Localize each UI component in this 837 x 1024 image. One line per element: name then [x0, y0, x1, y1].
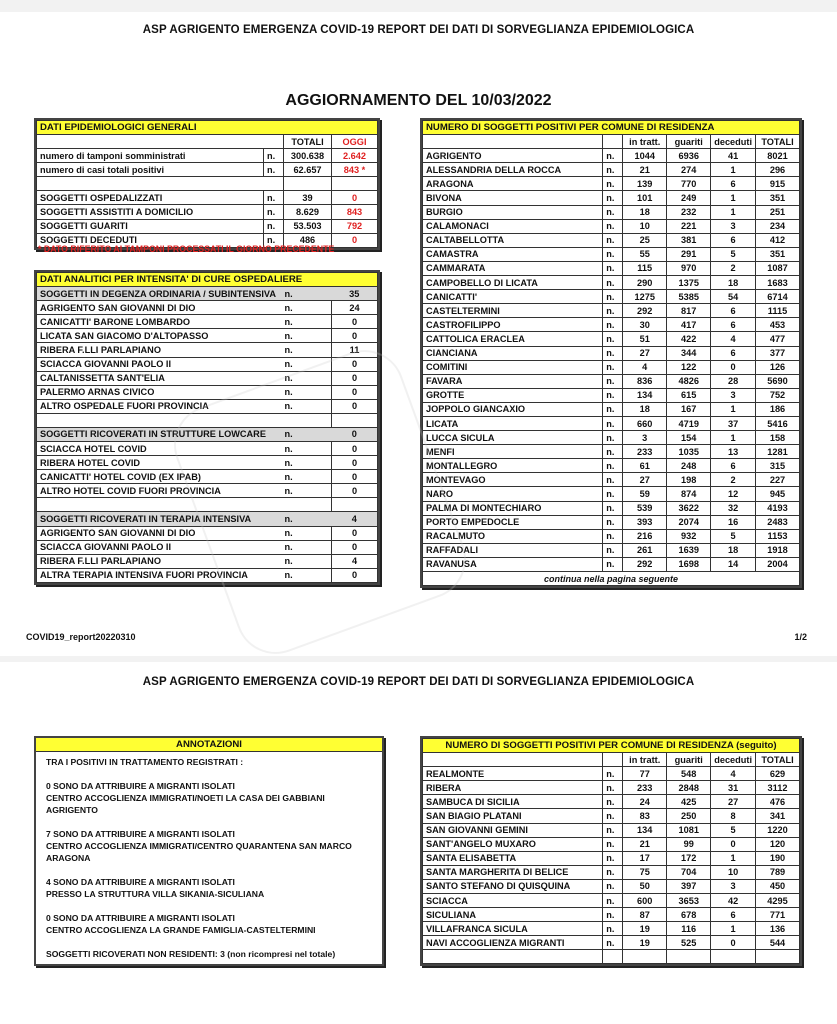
comune-row: RAVANUSA n. 292 1698 14 2004 [423, 557, 800, 571]
comune-row: NAVI ACCOGLIENZA MIGRANTI n. 19 525 0 544 [423, 936, 800, 950]
comune-row: ARAGONA n. 139 770 6 915 [423, 177, 800, 191]
comuni-title: NUMERO DI SOGGETTI POSITIVI PER COMUNE DI RESIDENZA [423, 121, 800, 135]
section-lowcare: SOGGETTI RICOVERATI IN STRUTTURE LOWCARE n. 0 [37, 427, 378, 441]
comune-name: BIVONA [423, 191, 603, 205]
comune-row: SCIACCA n. 600 3653 42 4295 [423, 894, 800, 908]
comune-name: RAFFADALI [423, 543, 603, 557]
hospital-row: RIBERA F.LLI PARLAPIANO n. 11 [37, 343, 378, 357]
report-page-2 [0, 662, 837, 1024]
comuni-table [420, 118, 802, 588]
comuni-continued-table [420, 736, 802, 966]
comune-row: RAFFADALI n. 261 1639 18 1918 [423, 543, 800, 557]
comune-row: SANTA ELISABETTA n. 17 172 1 190 [423, 851, 800, 865]
hospital-data-title: DATI ANALITICI PER INTENSITA' DI CURE OSPEDALIERE [37, 273, 378, 287]
comune-name: CAMASTRA [423, 247, 603, 261]
comune-row: SANTO STEFANO DI QUISQUINA n. 50 397 3 450 [423, 879, 800, 893]
hospital-row: PALERMO ARNAS CIVICO n. 0 [37, 385, 378, 399]
general-row: SOGGETTI DECEDUTI n. 486 0 [37, 233, 378, 247]
comune-row: PALMA DI MONTECHIARO n. 539 3622 32 4193 [423, 501, 800, 515]
col-oggi: OGGI [332, 135, 378, 149]
general-footnote: * DATO RIFERITO AI TAMPONI PROCESSATI IL GIORNO PRECEDENTE [38, 244, 335, 254]
section-ordinary: SOGGETTI IN DEGENZA ORDINARIA / SUBINTENSIVA n. 35 [37, 287, 378, 301]
comune-name: COMITINI [423, 360, 603, 374]
comune-row: CASTELTERMINI n. 292 817 6 1115 [423, 304, 800, 318]
comune-row: SANT'ANGELO MUXARO n. 21 99 0 120 [423, 837, 800, 851]
comune-name: MONTALLEGRO [423, 459, 603, 473]
annotation-item: 0 SONO DA ATTRIBUIRE A MIGRANTI ISOLATI CENTRO ACCOGLIENZA IMMIGRATI/NOETI LA CASA DEI GABBIANI AGRIGENTO [46, 781, 325, 815]
comune-name: CIANCIANA [423, 346, 603, 360]
comune-name: VILLAFRANCA SICULA [423, 922, 603, 936]
comune-row: BURGIO n. 18 232 1 251 [423, 205, 800, 219]
hospital-row: SCIACCA GIOVANNI PAOLO II n. 0 [37, 357, 378, 371]
comune-row: CASTROFILIPPO n. 30 417 6 453 [423, 318, 800, 332]
comune-row: VILLAFRANCA SICULA n. 19 116 1 136 [423, 922, 800, 936]
general-row: numero di tamponi somministrati n. 300.638 2.642 [37, 149, 378, 163]
comune-row: FAVARA n. 836 4826 28 5690 [423, 374, 800, 388]
comune-row: REALMONTE n. 77 548 4 629 [423, 767, 800, 781]
comune-name: FAVARA [423, 374, 603, 388]
comune-name: SANTA MARGHERITA DI BELICE [423, 865, 603, 879]
comune-row: SAN BIAGIO PLATANI n. 83 250 8 341 [423, 809, 800, 823]
comune-name: SANT'ANGELO MUXARO [423, 837, 603, 851]
col-totali: TOTALI [284, 135, 332, 149]
hospital-row: AGRIGENTO SAN GIOVANNI DI DIO n. 24 [37, 301, 378, 315]
hospital-row: CANICATTI' HOTEL COVID (EX IPAB) n. 0 [37, 470, 378, 484]
comune-row: GROTTE n. 134 615 3 752 [423, 388, 800, 402]
comune-row: CAMMARATA n. 115 970 2 1087 [423, 261, 800, 275]
comune-row: SANTA MARGHERITA DI BELICE n. 75 704 10 789 [423, 865, 800, 879]
comune-row: LICATA n. 660 4719 37 5416 [423, 416, 800, 430]
comune-name: CASTELTERMINI [423, 304, 603, 318]
comune-row: CIANCIANA n. 27 344 6 377 [423, 346, 800, 360]
comune-name: SANTA ELISABETTA [423, 851, 603, 865]
hospital-row: ALTRO HOTEL COVID FUORI PROVINCIA n. 0 [37, 484, 378, 498]
document-header: ASP AGRIGENTO EMERGENZA COVID-19 REPORT DEI DATI DI SORVEGLIANZA EPIDEMIOLOGICA [142, 676, 695, 688]
general-data-table [34, 118, 380, 250]
comune-name: CAMMARATA [423, 261, 603, 275]
hospital-row: RIBERA HOTEL COVID n. 0 [37, 456, 378, 470]
update-title: AGGIORNAMENTO DEL 10/03/2022 [285, 92, 552, 109]
comune-row: ALESSANDRIA DELLA ROCCA n. 21 274 1 296 [423, 163, 800, 177]
section-intensive: SOGGETTI RICOVERATI IN TERAPIA INTENSIVA n. 4 [37, 512, 378, 526]
comune-row: SICULIANA n. 87 678 6 771 [423, 908, 800, 922]
comuni-header-row: in tratt. guariti deceduti TOTALI [423, 753, 800, 767]
comune-row: SAN GIOVANNI GEMINI n. 134 1081 5 1220 [423, 823, 800, 837]
comune-name: SAN BIAGIO PLATANI [423, 809, 603, 823]
comune-name: LUCCA SICULA [423, 431, 603, 445]
comune-name: RACALMUTO [423, 529, 603, 543]
non-residents-note: SOGGETTI RICOVERATI NON RESIDENTI: 3 (non ricompresi nel totale) [46, 949, 336, 959]
comune-row: RACALMUTO n. 216 932 5 1153 [423, 529, 800, 543]
comune-row: MENFI n. 233 1035 13 1281 [423, 445, 800, 459]
annotations-intro: TRA I POSITIVI IN TRATTAMENTO REGISTRATI : [46, 757, 244, 767]
comune-name: PALMA DI MONTECHIARO [423, 501, 603, 515]
footer-filename: COVID19_report20220310 [26, 632, 136, 642]
comune-name: SCIACCA [423, 894, 603, 908]
comune-name: REALMONTE [423, 767, 603, 781]
comune-name: GROTTE [423, 388, 603, 402]
comune-row: BIVONA n. 101 249 1 351 [423, 191, 800, 205]
comuni-header-row: in tratt. guariti deceduti TOTALI [423, 135, 800, 149]
comune-name: CALAMONACI [423, 219, 603, 233]
comune-name: SAN GIOVANNI GEMINI [423, 823, 603, 837]
comune-name: CATTOLICA ERACLEA [423, 332, 603, 346]
comune-name: PORTO EMPEDOCLE [423, 515, 603, 529]
hospital-row: LICATA SAN GIACOMO D'ALTOPASSO n. 0 [37, 329, 378, 343]
comune-row: CALAMONACI n. 10 221 3 234 [423, 219, 800, 233]
comune-row: COMITINI n. 4 122 0 126 [423, 360, 800, 374]
hospital-row: CANICATTI' BARONE LOMBARDO n. 0 [37, 315, 378, 329]
comune-name: SICULIANA [423, 908, 603, 922]
comune-row: SAMBUCA DI SICILIA n. 24 425 27 476 [423, 795, 800, 809]
comune-name: CAMPOBELLO DI LICATA [423, 276, 603, 290]
comune-row: CAMPOBELLO DI LICATA n. 290 1375 18 1683 [423, 276, 800, 290]
comune-name: ARAGONA [423, 177, 603, 191]
hospital-row: ALTRO OSPEDALE FUORI PROVINCIA n. 0 [37, 399, 378, 413]
hospital-row: RIBERA F.LLI PARLAPIANO n. 4 [37, 554, 378, 568]
comune-name: SANTO STEFANO DI QUISQUINA [423, 879, 603, 893]
report-page-1 [0, 12, 837, 656]
comune-row: PORTO EMPEDOCLE n. 393 2074 16 2483 [423, 515, 800, 529]
hospital-row: CALTANISSETTA SANT'ELIA n. 0 [37, 371, 378, 385]
general-row: SOGGETTI OSPEDALIZZATI n. 39 0 [37, 191, 378, 205]
comune-row: MONTEVAGO n. 27 198 2 227 [423, 473, 800, 487]
comune-name: RAVANUSA [423, 557, 603, 571]
comune-name: RIBERA [423, 781, 603, 795]
annotations-title: ANNOTAZIONI [36, 738, 382, 752]
footer-page-number: 1/2 [794, 632, 807, 642]
comune-row: RIBERA n. 233 2848 31 3112 [423, 781, 800, 795]
general-data-title: DATI EPIDEMIOLOGICI GENERALI [37, 121, 378, 135]
comune-name: MONTEVAGO [423, 473, 603, 487]
comune-name: MENFI [423, 445, 603, 459]
comune-name: JOPPOLO GIANCAXIO [423, 402, 603, 416]
hospital-row: SCIACCA HOTEL COVID n. 0 [37, 442, 378, 456]
general-row: SOGGETTI GUARITI n. 53.503 792 [37, 219, 378, 233]
comune-name: NARO [423, 487, 603, 501]
annotation-item: 7 SONO DA ATTRIBUIRE A MIGRANTI ISOLATI CENTRO ACCOGLIENZA IMMIGRATI/CENTRO QUARANTENA SAN MARCO ARAGONA [46, 829, 352, 863]
comuni-continued-title: NUMERO DI SOGGETTI POSITIVI PER COMUNE DI RESIDENZA (seguito) [423, 739, 800, 753]
comune-name: BURGIO [423, 205, 603, 219]
comune-name: ALESSANDRIA DELLA ROCCA [423, 163, 603, 177]
general-row: numero di casi totali positivi n. 62.657 843 * [37, 163, 378, 177]
continue-note: continua nella pagina seguente [423, 572, 800, 586]
comune-row: NARO n. 59 874 12 945 [423, 487, 800, 501]
comune-row: MONTALLEGRO n. 61 248 6 315 [423, 459, 800, 473]
hospital-data-table [34, 270, 380, 585]
comune-row: CATTOLICA ERACLEA n. 51 422 4 477 [423, 332, 800, 346]
document-header: ASP AGRIGENTO EMERGENZA COVID-19 REPORT DEI DATI DI SORVEGLIANZA EPIDEMIOLOGICA [142, 24, 695, 36]
comune-name: CASTROFILIPPO [423, 318, 603, 332]
comune-row: CAMASTRA n. 55 291 5 351 [423, 247, 800, 261]
comune-row: CALTABELLOTTA n. 25 381 6 412 [423, 233, 800, 247]
comune-row: AGRIGENTO n. 1044 6936 41 8021 [423, 149, 800, 163]
comune-row: LUCCA SICULA n. 3 154 1 158 [423, 431, 800, 445]
general-row: SOGGETTI ASSISTITI A DOMICILIO n. 8.629 843 [37, 205, 378, 219]
comune-name: NAVI ACCOGLIENZA MIGRANTI [423, 936, 603, 950]
hospital-row: AGRIGENTO SAN GIOVANNI DI DIO n. 0 [37, 526, 378, 540]
comune-name: LICATA [423, 416, 603, 430]
annotation-item: 4 SONO DA ATTRIBUIRE A MIGRANTI ISOLATI PRESSO LA STRUTTURA VILLA SIKANIA-SICULIANA [46, 877, 265, 899]
comune-name: CANICATTI' [423, 290, 603, 304]
comune-row: JOPPOLO GIANCAXIO n. 18 167 1 186 [423, 402, 800, 416]
comune-row: CANICATTI' n. 1275 5385 54 6714 [423, 290, 800, 304]
comune-name: AGRIGENTO [423, 149, 603, 163]
annotation-item: 0 SONO DA ATTRIBUIRE A MIGRANTI ISOLATI CENTRO ACCOGLIENZA LA GRANDE FAMIGLIA-CASTELTERMINI [46, 913, 316, 935]
hospital-row: ALTRA TERAPIA INTENSIVA FUORI PROVINCIA n. 0 [37, 568, 378, 582]
hospital-row: SCIACCA GIOVANNI PAOLO II n. 0 [37, 540, 378, 554]
comune-name: SAMBUCA DI SICILIA [423, 795, 603, 809]
comune-name: CALTABELLOTTA [423, 233, 603, 247]
annotations-box [34, 736, 384, 966]
